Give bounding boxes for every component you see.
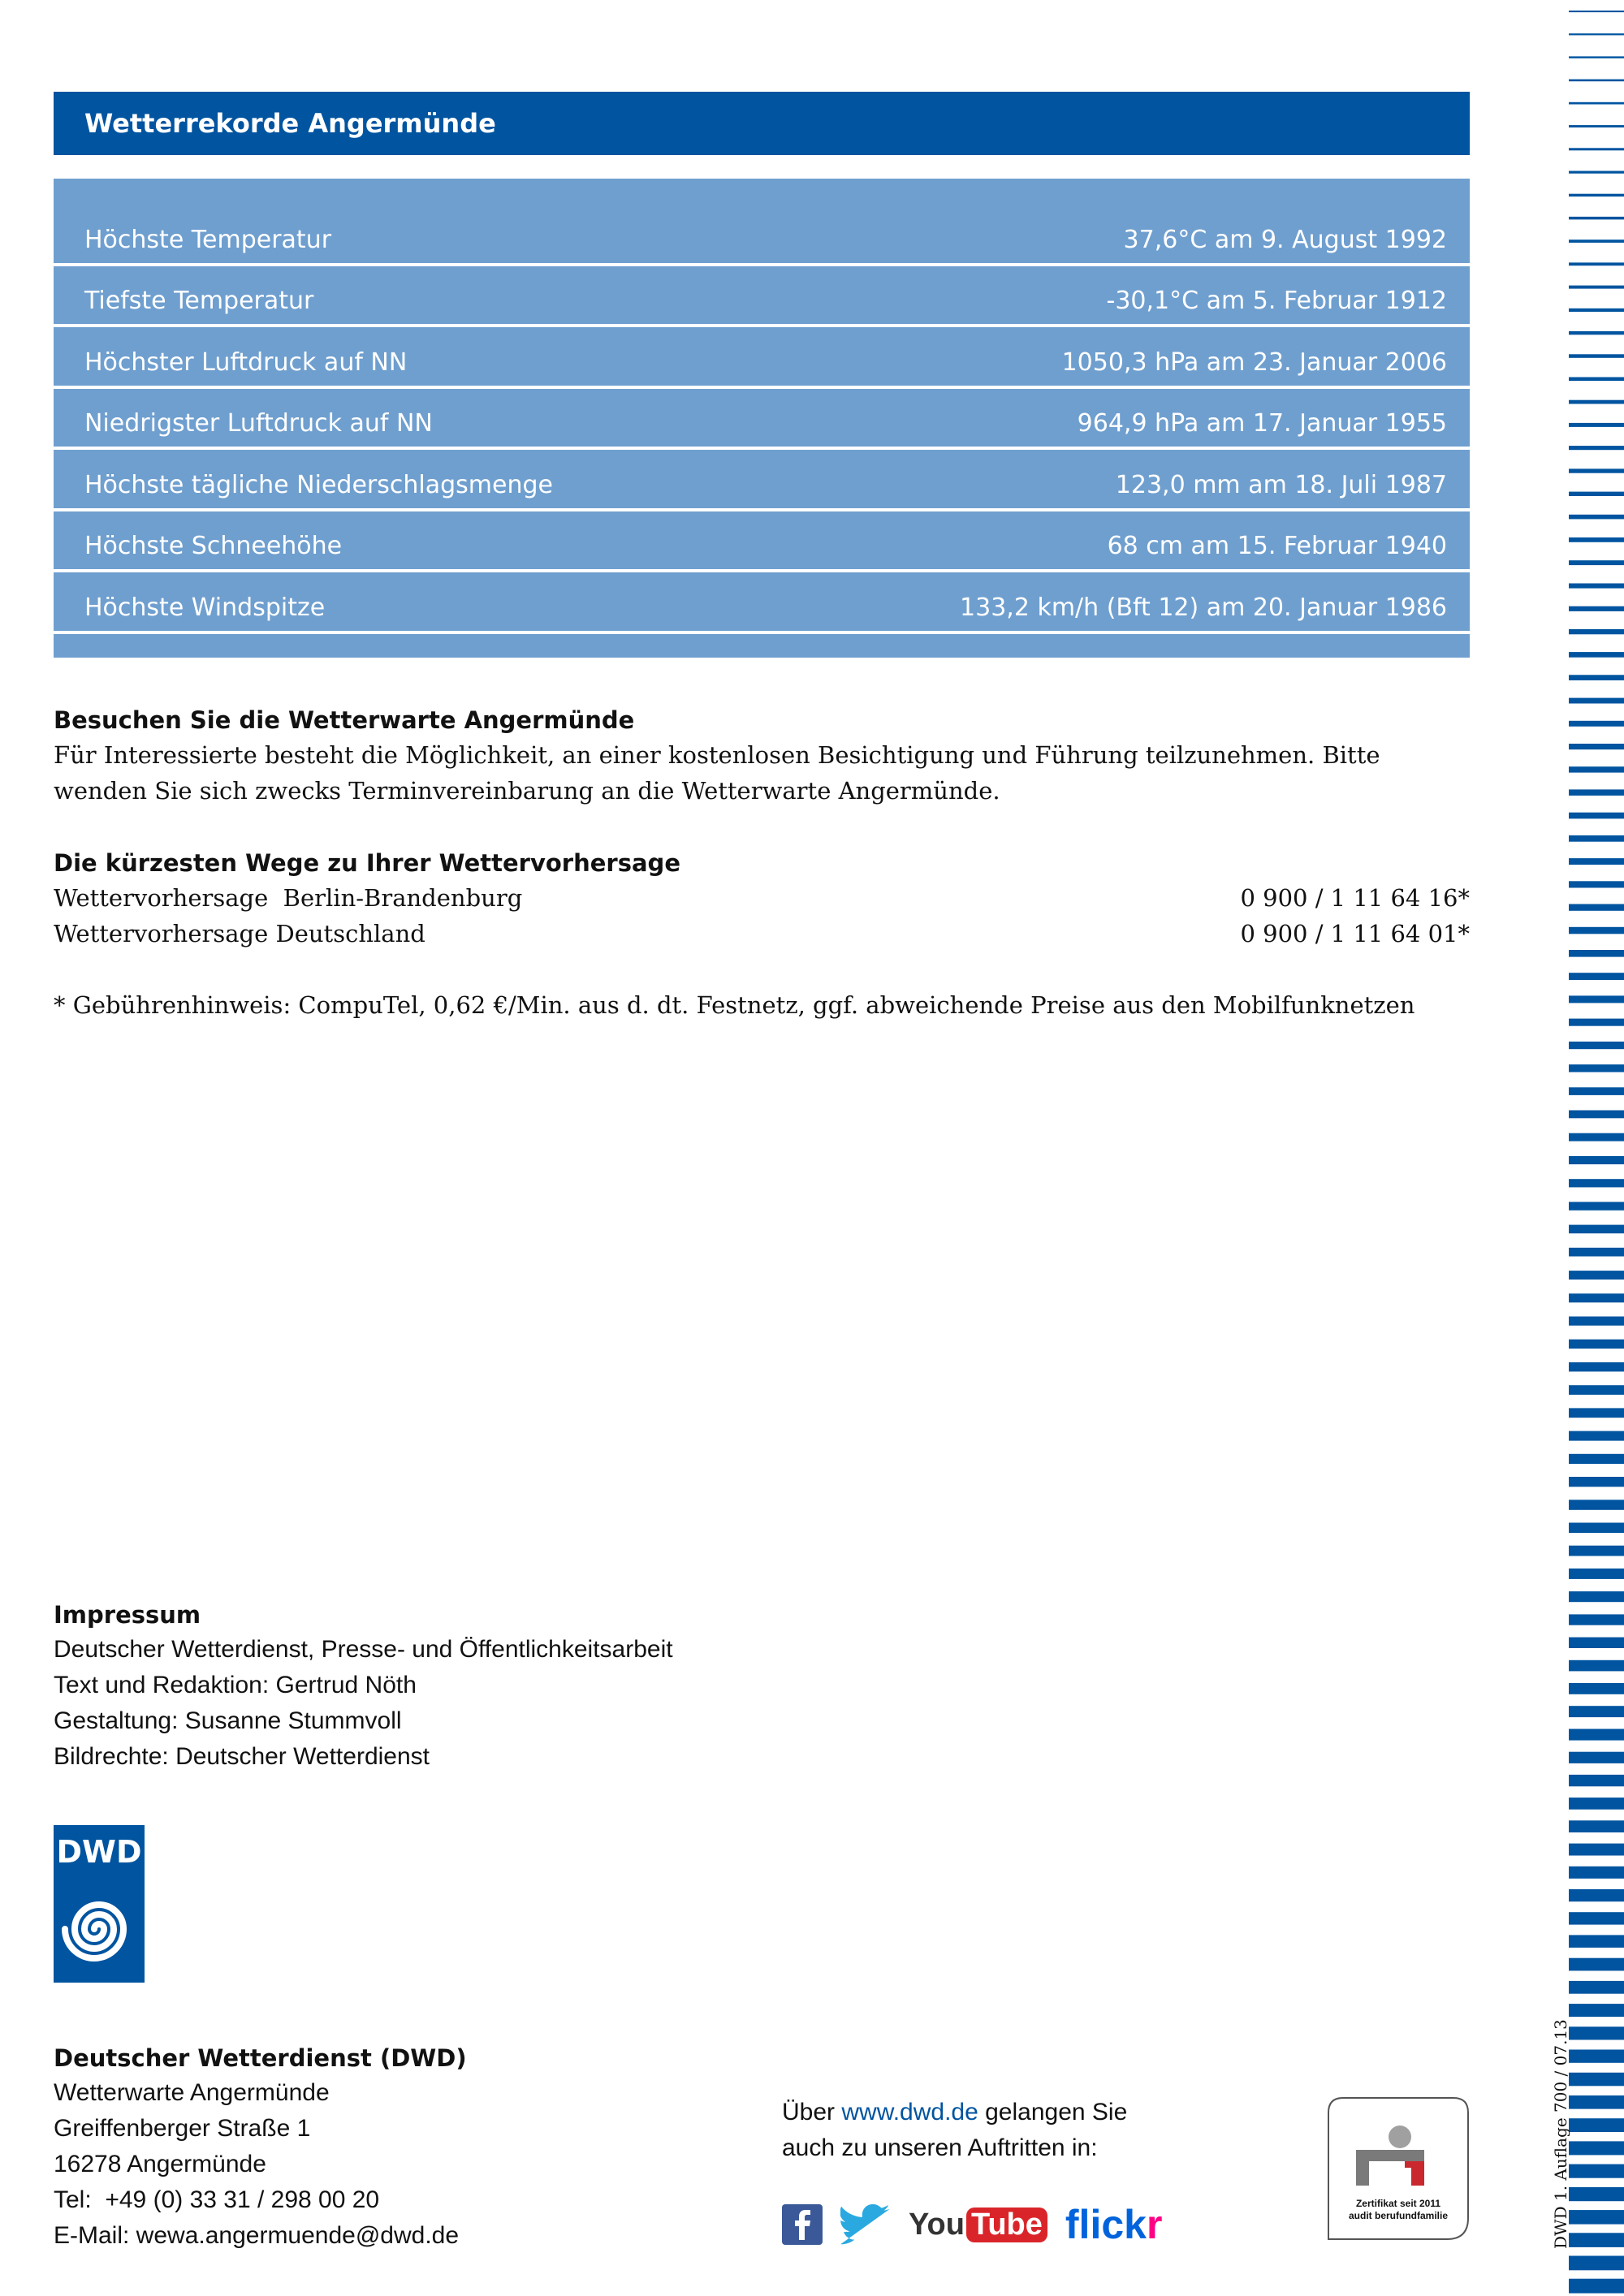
forecast-number: 0 900 / 1 11 64 01* (1240, 920, 1470, 947)
stripe (1569, 125, 1624, 127)
stripe (1569, 1362, 1624, 1372)
stripe (1569, 1638, 1624, 1648)
stripe (1569, 80, 1624, 82)
youtube-icon[interactable]: You Tube (909, 2208, 1047, 2242)
stripe (1569, 331, 1624, 334)
stripe (1569, 1775, 1624, 1786)
stripe (1569, 1706, 1624, 1717)
forecast-number: 0 900 / 1 11 64 16* (1240, 884, 1470, 912)
stripe (1569, 904, 1624, 911)
stripe (1569, 446, 1624, 450)
stripe (1569, 354, 1624, 358)
stripe (1569, 1225, 1624, 1234)
stripe (1569, 2073, 1624, 2087)
stripe (1569, 1477, 1624, 1487)
stripe (1569, 813, 1624, 819)
record-row (54, 208, 1470, 266)
stripe (1569, 1340, 1624, 1349)
twitter-icon[interactable] (840, 2204, 891, 2245)
address-line: Greiffenberger Straße 1 (54, 2115, 311, 2142)
stripe (1569, 148, 1624, 150)
stripe (1569, 2256, 1624, 2271)
stripe (1569, 262, 1624, 265)
dwd-website-link[interactable]: www.dwd.de (841, 2099, 978, 2126)
stripe (1569, 1798, 1624, 1810)
stripe (1569, 56, 1624, 58)
stripe (1569, 675, 1624, 680)
records-table (54, 179, 1470, 658)
record-row (54, 576, 1470, 634)
record-row (54, 514, 1470, 572)
fee-note: * Gebührenhinweis: CompuTel, 0,62 €/Min. aus d. dt. Festnetz, ggf. abweichende Preise aus den Mobilfunknetzen (54, 991, 1415, 1019)
record-value: 68 cm am 15. Februar 1940 (1107, 531, 1447, 560)
stripe (1569, 102, 1624, 105)
record-label: Höchste tägliche Niederschlagsmenge (84, 470, 553, 499)
record-row (54, 330, 1470, 389)
stripe (1569, 560, 1624, 565)
social-line-1: Über www.dwd.de gelangen Sie (782, 2099, 1128, 2126)
record-label: Höchste Windspitze (84, 593, 326, 622)
stripe (1569, 927, 1624, 934)
records-title: Wetterrekorde Angermünde (84, 108, 496, 139)
stripe (1569, 1523, 1624, 1534)
stripe (1569, 33, 1624, 35)
forecast-label: Wettervorhersage Berlin-Brandenburg (54, 884, 523, 912)
stripe (1569, 1385, 1624, 1395)
stripe (1569, 171, 1624, 174)
forecast-heading: Die kürzesten Wege zu Ihrer Wettervorhersage (54, 849, 680, 877)
stripe (1569, 423, 1624, 427)
record-value: 964,9 hPa am 17. Januar 1955 (1077, 408, 1447, 438)
stripe (1569, 2118, 1624, 2132)
record-value: 1050,3 hPa am 23. Januar 2006 (1061, 347, 1447, 377)
stripe (1569, 1042, 1624, 1049)
stripe (1569, 1202, 1624, 1210)
address-block (54, 2075, 459, 2254)
stripe (1569, 1820, 1624, 1832)
stripe (1569, 652, 1624, 658)
address-line: 16278 Angermünde (54, 2151, 266, 2177)
stripe (1569, 2026, 1624, 2039)
stripe (1569, 1935, 1624, 1948)
stripe (1569, 217, 1624, 220)
stripe (1569, 721, 1624, 727)
address-phone: Tel: +49 (0) 33 31 / 298 00 20 (54, 2186, 380, 2213)
stripe (1569, 2279, 1624, 2294)
stripe (1569, 1133, 1624, 1142)
stripe (1569, 1431, 1624, 1441)
stripe (1569, 1271, 1624, 1280)
stripe (1569, 1500, 1624, 1510)
stripe (1569, 1889, 1624, 1901)
stripe (1569, 744, 1624, 749)
stripe (1569, 1981, 1624, 1994)
stripe (1569, 1729, 1624, 1741)
record-label: Tiefste Temperatur (84, 286, 314, 315)
stripe (1569, 537, 1624, 542)
stripe (1569, 1019, 1624, 1026)
certificate-line-2: audit berufundfamilie (1348, 2210, 1449, 2221)
stripe (1569, 698, 1624, 704)
stripe (1569, 835, 1624, 842)
record-label: Niedrigster Luftdruck auf NN (84, 408, 433, 438)
decorative-stripes (1569, 0, 1624, 2296)
stripe (1569, 950, 1624, 957)
stripe (1569, 1179, 1624, 1187)
stripe (1569, 2210, 1624, 2225)
stripe (1569, 881, 1624, 887)
records-header (54, 92, 1470, 155)
stripe (1569, 378, 1624, 382)
stripe (1569, 240, 1624, 243)
stripe (1569, 1293, 1624, 1302)
record-value: 37,6°C am 9. August 1992 (1123, 225, 1447, 254)
stripe (1569, 1569, 1624, 1579)
stripe (1569, 515, 1624, 520)
visit-text: Für Interessierte besteht die Möglichkeit, an einer kostenlosen Besichtigung und Führung teilzunehmen. Bitte wenden Sie sich zwecks Terminvereinbarung an die Wetterwarte Angermünde. (54, 741, 1380, 805)
facebook-icon[interactable] (782, 2204, 823, 2245)
social-line-2: auch zu unseren Auftritten in: (782, 2134, 1098, 2161)
stripe (1569, 194, 1624, 196)
address-line: Wetterwarte Angermünde (54, 2079, 330, 2106)
certificate-badge (1327, 2096, 1470, 2241)
stripe (1569, 1912, 1624, 1924)
stripe (1569, 606, 1624, 611)
stripe (1569, 1546, 1624, 1556)
stripe (1569, 766, 1624, 772)
logo-text: DWD (56, 1834, 142, 1870)
stripe (1569, 2164, 1624, 2178)
record-row (54, 391, 1470, 450)
record-row (54, 269, 1470, 327)
impressum-line: Bildrechte: Deutscher Wetterdienst (54, 1743, 430, 1770)
flickr-icon[interactable]: flickr (1065, 2202, 1163, 2247)
visit-heading: Besuchen Sie die Wetterwarte Angermünde (54, 706, 635, 734)
stripe (1569, 629, 1624, 634)
certificate-line-1: Zertifikat seit 2011 (1355, 2198, 1441, 2209)
stripe (1569, 789, 1624, 796)
stripe (1569, 2050, 1624, 2063)
stripe (1569, 1844, 1624, 1856)
stripe (1569, 1683, 1624, 1694)
impressum-line: Deutscher Wetterdienst, Presse- und Öffentlichkeitsarbeit (54, 1636, 673, 1663)
record-value: 133,2 km/h (Bft 12) am 20. Januar 1986 (960, 593, 1447, 622)
impressum-line: Text und Redaktion: Gertrud Nöth (54, 1672, 417, 1698)
stripe (1569, 2233, 1624, 2247)
stripe (1569, 973, 1624, 980)
stripe (1569, 2141, 1624, 2155)
stripe (1569, 1156, 1624, 1164)
stripe (1569, 2004, 1624, 2017)
stripe (1569, 309, 1624, 312)
stripe (1569, 858, 1624, 865)
record-value: 123,0 mm am 18. Juli 1987 (1115, 470, 1447, 499)
stripe (1569, 1591, 1624, 1602)
stripe (1569, 468, 1624, 473)
dwd-logo (54, 1825, 145, 1983)
stripe (1569, 1064, 1624, 1072)
address-heading: Deutscher Wetterdienst (DWD) (54, 2044, 467, 2072)
impressum-block (54, 1632, 673, 1775)
stripe (1569, 1111, 1624, 1119)
stripe (1569, 1958, 1624, 1971)
record-label: Höchste Temperatur (84, 225, 332, 254)
stripe (1569, 995, 1624, 1003)
record-row (54, 453, 1470, 511)
stripe (1569, 286, 1624, 289)
stripe (1569, 1248, 1624, 1257)
record-label: Höchste Schneehöhe (84, 531, 343, 560)
address-email: E-Mail: wewa.angermuende@dwd.de (54, 2222, 460, 2249)
social-text (782, 2095, 1127, 2166)
stripe (1569, 1752, 1624, 1763)
stripe (1569, 2187, 1624, 2201)
forecast-label: Wettervorhersage Deutschland (54, 920, 425, 947)
print-note: DWD 1. Auflage 700 / 07.13 (1551, 2019, 1570, 2249)
forecast-line (54, 880, 1470, 916)
social-icons (782, 2200, 1162, 2249)
stripe (1569, 400, 1624, 404)
stripe (1569, 1454, 1624, 1464)
stripe (1569, 2095, 1624, 2109)
record-label: Höchster Luftdruck auf NN (84, 347, 408, 377)
stripe (1569, 492, 1624, 496)
stripe (1569, 1614, 1624, 1625)
stripe (1569, 1408, 1624, 1418)
stripe (1569, 584, 1624, 589)
stripe (1569, 1317, 1624, 1326)
stripe (1569, 1087, 1624, 1095)
stripe (1569, 11, 1624, 12)
forecast-line (54, 916, 1470, 952)
certificate-person-icon (1389, 2126, 1411, 2148)
impressum-line: Gestaltung: Susanne Stummvoll (54, 1707, 402, 1734)
stripe (1569, 1660, 1624, 1672)
impressum-heading: Impressum (54, 1601, 201, 1629)
record-value: -30,1°C am 5. Februar 1912 (1106, 286, 1447, 315)
stripe (1569, 1867, 1624, 1879)
